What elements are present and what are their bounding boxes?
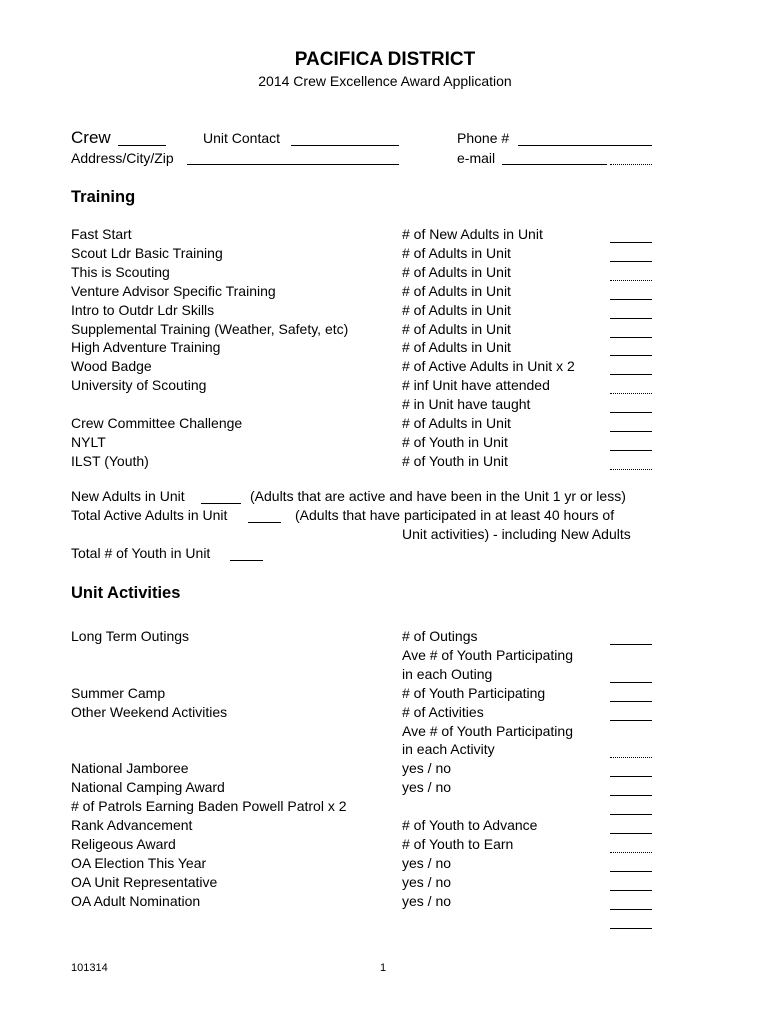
- activity-entry-field[interactable]: [610, 720, 652, 721]
- training-entry-field[interactable]: [610, 450, 652, 451]
- training-entry-field[interactable]: [610, 431, 652, 432]
- activity-measure-label: in each Activity: [402, 741, 495, 758]
- training-item-label: Intro to Outdr Ldr Skills: [71, 301, 215, 318]
- new-adults-field[interactable]: [201, 503, 241, 504]
- phone-field[interactable]: [518, 145, 652, 146]
- training-item-label: University of Scouting: [71, 377, 207, 394]
- training-entry-field[interactable]: [610, 337, 652, 338]
- training-measure-label: # of Adults in Unit: [402, 301, 511, 318]
- training-entry-field[interactable]: [610, 318, 652, 319]
- activity-item-label: # of Patrols Earning Baden Powell Patrol x 2: [71, 798, 347, 815]
- training-measure-label: # of Adults in Unit: [402, 263, 511, 280]
- activities-heading: Unit Activities: [71, 584, 181, 602]
- crew-label: Crew: [71, 128, 111, 147]
- activity-entry-field[interactable]: [610, 890, 652, 891]
- activity-item-label: OA Election This Year: [71, 854, 207, 871]
- activity-item-label: Summer Camp: [71, 684, 166, 701]
- activity-item-label: Religeous Award: [71, 835, 176, 852]
- activity-measure-label: # of Youth to Earn: [402, 835, 514, 852]
- activity-item-label: National Camping Award: [71, 779, 225, 796]
- training-item-label: Wood Badge: [71, 358, 152, 375]
- training-entry-field[interactable]: [610, 299, 652, 300]
- training-measure-label: # of Adults in Unit: [402, 282, 511, 299]
- activity-measure-label: yes / no: [402, 760, 452, 777]
- page-number: 1: [380, 962, 387, 974]
- activity-entry-field[interactable]: [610, 814, 652, 815]
- phone-label: Phone #: [457, 130, 510, 146]
- training-measure-label: # of Adults in Unit: [402, 320, 511, 337]
- training-measure-label: # of Youth in Unit: [402, 433, 508, 450]
- training-measure-label: # of Youth in Unit: [402, 452, 508, 469]
- new-adults-label: New Adults in Unit: [71, 488, 185, 504]
- activity-entry-field[interactable]: [610, 644, 652, 645]
- activity-item-label: Other Weekend Activities: [71, 703, 228, 720]
- training-measure-label: # of Adults in Unit: [402, 339, 511, 356]
- activity-entry-field[interactable]: [610, 701, 652, 702]
- total-active-label: Total Active Adults in Unit: [71, 507, 228, 523]
- activity-measure-label: yes / no: [402, 779, 452, 796]
- training-measure-label: # of Adults in Unit: [402, 415, 511, 431]
- page-subtitle: 2014 Crew Excellence Award Application: [258, 73, 512, 89]
- training-item-label: This is Scouting: [71, 263, 170, 280]
- activity-measure-label: in each Outing: [402, 665, 493, 682]
- activity-entry-field[interactable]: [610, 871, 652, 872]
- email-label: e-mail: [457, 150, 496, 166]
- activity-measure-label: yes / no: [402, 892, 452, 909]
- training-item-label: Venture Advisor Specific Training: [71, 282, 276, 299]
- training-item-label: High Adventure Training: [71, 339, 221, 356]
- activity-entry-field[interactable]: [610, 852, 652, 853]
- training-measure-label: # inf Unit have attended: [402, 377, 550, 394]
- activity-item-label: National Jamboree: [71, 760, 189, 777]
- activity-entry-field[interactable]: [610, 909, 652, 910]
- activity-item-label: Rank Advancement: [71, 817, 193, 833]
- activity-item-label: OA Adult Nomination: [71, 892, 201, 909]
- total-youth-field[interactable]: [230, 560, 263, 561]
- training-entry-field[interactable]: [610, 393, 652, 394]
- training-measure-label: # of Adults in Unit: [402, 244, 511, 261]
- training-measure-label: # of Active Adults in Unit x 2: [402, 358, 575, 375]
- activity-entry-field[interactable]: [610, 795, 652, 796]
- total-youth-label: Total # of Youth in Unit: [71, 545, 211, 561]
- unit-contact-label: Unit Contact: [203, 130, 281, 146]
- crew-field[interactable]: [118, 145, 166, 146]
- total-active-note-1: (Adults that have participated in at least 40 hours of: [295, 507, 615, 523]
- email-field[interactable]: [502, 164, 607, 165]
- total-active-note-2: Unit activities) - including New Adults: [402, 526, 631, 542]
- activity-entry-field[interactable]: [610, 682, 652, 683]
- activity-measure-label: yes / no: [402, 873, 452, 890]
- activity-measure-label: # of Youth to Advance: [402, 817, 538, 833]
- activity-entry-field[interactable]: [610, 928, 652, 929]
- training-entry-field[interactable]: [610, 355, 652, 356]
- training-item-label: Fast Start: [71, 226, 132, 242]
- activity-measure-label: Ave # of Youth Participating: [402, 722, 573, 739]
- address-field[interactable]: [187, 164, 399, 165]
- training-entry-field[interactable]: [610, 280, 652, 281]
- activity-measure-label: Ave # of Youth Participating: [402, 646, 573, 663]
- training-entry-field[interactable]: [610, 412, 652, 413]
- activity-measure-label: # of Outings: [402, 628, 478, 644]
- address-label: Address/City/Zip: [71, 150, 174, 166]
- activity-measure-label: yes / no: [402, 854, 452, 871]
- training-entry-field[interactable]: [610, 242, 652, 243]
- training-entry-field[interactable]: [610, 261, 652, 262]
- training-entry-field[interactable]: [610, 374, 652, 375]
- page-title: PACIFICA DISTRICT: [294, 49, 476, 70]
- activity-entry-field[interactable]: [610, 833, 652, 834]
- activity-entry-field[interactable]: [610, 757, 652, 758]
- activity-measure-label: # of Youth Participating: [402, 684, 546, 701]
- training-heading: Training: [71, 188, 136, 206]
- email-field-extra[interactable]: [610, 164, 652, 165]
- activity-entry-field[interactable]: [610, 776, 652, 777]
- unit-contact-field[interactable]: [291, 145, 399, 146]
- activity-measure-label: # of Activities: [402, 703, 484, 720]
- new-adults-note: (Adults that are active and have been in the Unit 1 yr or less): [250, 488, 626, 504]
- training-measure-label: # in Unit have taught: [402, 396, 531, 413]
- training-item-label: Crew Committee Challenge: [71, 415, 243, 431]
- training-entry-field[interactable]: [610, 469, 652, 470]
- footer-code: 101314: [71, 962, 108, 974]
- total-active-field[interactable]: [248, 522, 281, 523]
- training-item-label: ILST (Youth): [71, 452, 149, 469]
- activity-item-label: Long Term Outings: [71, 628, 190, 644]
- training-item-label: Supplemental Training (Weather, Safety, etc): [71, 320, 349, 337]
- activity-item-label: OA Unit Representative: [71, 873, 218, 890]
- training-item-label: NYLT: [71, 433, 106, 450]
- training-measure-label: # of New Adults in Unit: [402, 226, 543, 242]
- training-item-label: Scout Ldr Basic Training: [71, 244, 223, 261]
